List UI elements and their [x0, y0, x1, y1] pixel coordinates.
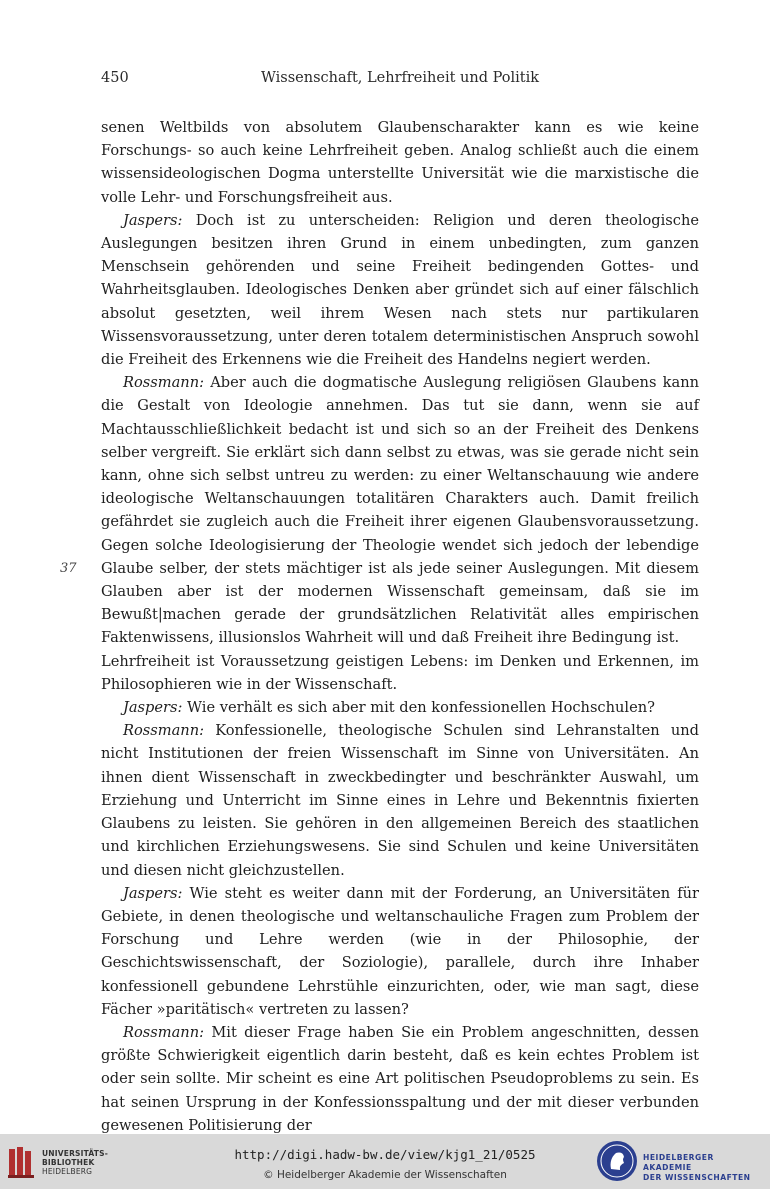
- paragraph: [101, 882, 699, 1021]
- speaker-name: Rossmann:: [123, 722, 205, 740]
- paragraph-text: senen Weltbilds von absolutem Glaubenscharakter kann es wie keine Forschungs- so auch keine Lehrfreiheit geben. Analog schließt auch die einem wissensideologischen Dogma unterstellte Universität wie die marxistische die volle Lehr- und Forschungsfreiheit aus.: [101, 119, 699, 206]
- paragraph-text: Wie steht es weiter dann mit der Forderung, an Universitäten für Gebiete, in denen theologische und weltanschauliche Fragen zum Problem der Forschung und Lehre werden (wie in der Philosophie, der Geschichtswissenschaft, der Soziologie), parallele, durch ihre Inhaber konfessionell gebundene Lehrstühle einzurichten, oder, wie man sagt, diese Fächer »paritätisch« vertreten zu lassen?: [101, 884, 699, 1018]
- academy-logo[interactable]: [595, 1139, 765, 1185]
- academy-seal-icon: [595, 1139, 639, 1183]
- paragraph-text: Doch ist zu unterscheiden: Religion und deren theologische Auslegungen besitzen ihren Grund in einem unbedingten, zum ganzen Menschsein gehörenden und seine Freiheit bedingenden Gottes- und Wahrheitsglauben. Ideologisches Denken aber gründet sich auf einer fälschlich absolut gesetzten, weil ihrem Wesen nach stets nur partikularen Wissensvoraussetzung, unter deren totalem deterministischen Anspruch sowohl die Freiheit des Erkennens wie die Freiheit des Handelns negiert werden.: [101, 211, 699, 369]
- paragraph: [101, 650, 699, 696]
- paragraph: [101, 1021, 699, 1137]
- speaker-name: Jaspers:: [123, 699, 183, 717]
- speaker-name: Jaspers:: [123, 884, 183, 902]
- permalink-url[interactable]: http://digi.hadw-bw.de/view/kjg1_21/0525: [234, 1147, 536, 1162]
- paragraph: [101, 209, 699, 371]
- body-text: [101, 116, 699, 1137]
- running-header: [101, 70, 699, 92]
- paragraph: [101, 371, 699, 649]
- margin-page-reference: 37: [60, 561, 77, 576]
- paragraph-text: Aber auch die dogmatische Auslegung religiösen Glaubens kann die Gestalt von Ideologie annehmen. Das tut sie dann, wenn sie auf Machtausschließlichkeit bedacht ist und sich so an der Freiheit des Denkens selber vergreift. Sie erklärt sich dann selbst zu etwas, was sie gerade nicht sein kann, ohne sich selbst untreu zu werden: zu einer Weltanschauung wie andere ideologische Weltanschauungen totalitären Charakters auch. Damit freilich gefährdet sie zugleich auch die Freiheit ihrer eigenen Glaubensvoraussetzung. Gegen solche Ideologisierung der Theologie wendet sich jedoch der lebendige Glaube selber, der stets mächtiger ist als jede seiner Auslegungen. Mit diesem Glauben aber ist der modernen Wissenschaft gemeinsam, daß sie im Bewußt|machen gerade der grundsätzlichen Relativität alles empirischen Faktenwissens, illusionslos Wahrheit will und daß Freiheit ihre Bedingung ist.: [101, 374, 699, 647]
- library-name-line: UNIVERSITÄTS-: [42, 1149, 109, 1158]
- paragraph-text: Lehrfreiheit ist Voraussetzung geistigen Lebens: im Denken und Erkennen, im Philosophieren wie in der Wissenschaft.: [101, 652, 699, 693]
- paragraph-text: Mit dieser Frage haben Sie ein Problem angeschnitten, dessen größte Schwierigkeit eigentlich darin besteht, daß es kein echtes Problem ist oder sein sollte. Mir scheint es eine Art politischen Pseudoproblems zu sein. Es hat seinen Ursprung in der Konfessionsspaltung und der mit dieser verbunden gewesenen Politisierung der: [101, 1023, 699, 1134]
- copyright-notice: © Heidelberger Akademie der Wissenschaften: [263, 1169, 507, 1181]
- paragraph-text: Konfessionelle, theologische Schulen sind Lehranstalten und nicht Institutionen der freien Wissenschaft im Sinne von Universitäten. An ihnen dient Wissenschaft in zweckbedingter und beschränkter Auswahl, um Erziehung und Unterricht im Sinne eines in Lehre und Bekenntnis fixierten Glaubens zu leisten. Sie gehören in den allgemeinen Bereich des staatlichen und kirchlichen Erziehungswesens. Sie sind Schulen und keine Universitäten und diesen nicht gleichzustellen.: [101, 722, 699, 879]
- academy-name: [643, 1153, 765, 1183]
- paragraph: [101, 719, 699, 881]
- library-name-line: HEIDELBERG: [42, 1167, 93, 1176]
- footer-bar: [0, 1134, 770, 1189]
- running-title: Wissenschaft, Lehrfreiheit und Politik: [260, 70, 540, 86]
- paragraph-text: Wie verhält es sich aber mit den konfessionellen Hochschulen?: [182, 699, 655, 717]
- academy-name-line: DER WISSENSCHAFTEN: [643, 1173, 751, 1182]
- paragraph: [101, 696, 699, 719]
- speaker-name: Rossmann:: [123, 374, 205, 392]
- speaker-name: Jaspers:: [123, 211, 183, 229]
- speaker-name: Rossmann:: [123, 1023, 205, 1041]
- page-number: 450: [101, 70, 129, 86]
- paragraph: [101, 116, 699, 209]
- library-name-line: BIBLIOTHEK: [42, 1158, 95, 1167]
- academy-name-line: HEIDELBERGER AKADEMIE: [643, 1153, 714, 1172]
